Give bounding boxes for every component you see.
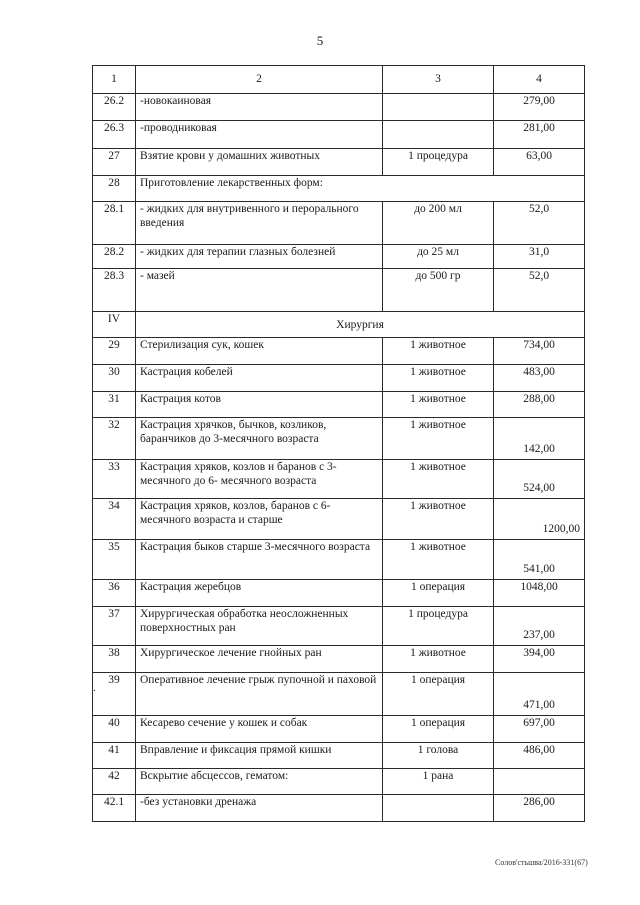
table-row xyxy=(93,94,585,121)
row-description: Хирургическое лечение гнойных ран xyxy=(136,646,383,673)
header-col-2: 2 xyxy=(136,66,383,94)
row-description: Вправление и фиксация прямой кишки xyxy=(136,743,383,769)
row-price: 1200,00 xyxy=(494,499,585,540)
row-number: 42.1 xyxy=(93,795,136,822)
row-price: 1048,00 xyxy=(494,580,585,607)
table-row xyxy=(93,176,585,202)
row-description: -новокаиновая xyxy=(136,94,383,121)
table-header-row xyxy=(93,66,585,94)
row-unit: 1 операция xyxy=(383,716,494,743)
row-description: Кастрация хрячков, бычков, козликов, баранчиков до 3-месячного возраста xyxy=(136,418,383,460)
row-number: 26.3 xyxy=(93,121,136,149)
row-description: Кастрация жеребцов xyxy=(136,580,383,607)
section-number: IV xyxy=(93,312,136,338)
table-row xyxy=(93,673,585,716)
row-unit: 1 операция xyxy=(383,673,494,716)
row-description: -проводниковая xyxy=(136,121,383,149)
table-row xyxy=(93,795,585,822)
table-row xyxy=(93,460,585,499)
row-unit: 1 рана xyxy=(383,769,494,795)
row-price: 471,00 xyxy=(494,673,585,716)
row-price: 288,00 xyxy=(494,392,585,418)
header-col-4: 4 xyxy=(494,66,585,94)
row-number: 30 xyxy=(93,365,136,392)
row-price: 279,00 xyxy=(494,94,585,121)
row-description: Стерилизация сук, кошек xyxy=(136,338,383,365)
row-number: 38 xyxy=(93,646,136,673)
row-description: Кастрация котов xyxy=(136,392,383,418)
table-row xyxy=(93,769,585,795)
row-price: 524,00 xyxy=(494,460,585,499)
row-description: Оперативное лечение грыж пупочной и паховой xyxy=(136,673,383,716)
row-description: Вскрытие абсцессов, гематом: xyxy=(136,769,383,795)
row-number: 31 xyxy=(93,392,136,418)
row-unit xyxy=(383,795,494,822)
row-price: 142,00 xyxy=(494,418,585,460)
row-number: 35 xyxy=(93,540,136,580)
row-unit: 1 операция xyxy=(383,580,494,607)
table-row xyxy=(93,418,585,460)
price-table xyxy=(92,65,585,822)
row-price: 286,00 xyxy=(494,795,585,822)
table-row xyxy=(93,365,585,392)
row-description: Хирургическая обработка неосложненных поверхностных ран xyxy=(136,607,383,646)
row-description: Кастрация быков старше 3-месячного возраста xyxy=(136,540,383,580)
table-row xyxy=(93,646,585,673)
row-price: 483,00 xyxy=(494,365,585,392)
header-col-3: 3 xyxy=(383,66,494,94)
row-unit: 1 процедура xyxy=(383,149,494,176)
row-description: - жидких для внутривенного и перорального введения xyxy=(136,202,383,245)
section-title: Хирургия xyxy=(136,312,585,338)
table-row xyxy=(93,202,585,245)
row-price: 52,0 xyxy=(494,269,585,312)
row-description: Приготовление лекарственных форм: xyxy=(136,176,585,202)
table-row xyxy=(93,540,585,580)
row-unit: 1 животное xyxy=(383,540,494,580)
row-number: 40 xyxy=(93,716,136,743)
row-description: Кастрация хряков, козлов и баранов с 3-месячного до 6- месячного возраста xyxy=(136,460,383,499)
table-row xyxy=(93,121,585,149)
row-unit xyxy=(383,94,494,121)
row-unit: до 200 мл xyxy=(383,202,494,245)
row-unit: 1 животное xyxy=(383,646,494,673)
row-unit: 1 голова xyxy=(383,743,494,769)
row-unit: 1 животное xyxy=(383,499,494,540)
footer-document-code: Солов'стьшва/2016-331(67) xyxy=(495,858,588,867)
row-description: Кесарево сечение у кошек и собак xyxy=(136,716,383,743)
row-unit: до 25 мл xyxy=(383,245,494,269)
row-unit: 1 процедура xyxy=(383,607,494,646)
table-row xyxy=(93,499,585,540)
header-col-1: 1 xyxy=(93,66,136,94)
row-number: 28.3 xyxy=(93,269,136,312)
row-description: -без установки дренажа xyxy=(136,795,383,822)
row-unit: 1 животное xyxy=(383,418,494,460)
row-unit: 1 животное xyxy=(383,338,494,365)
table-row xyxy=(93,245,585,269)
row-price xyxy=(494,769,585,795)
row-price: 394,00 xyxy=(494,646,585,673)
row-description: Взятие крови у домашних животных xyxy=(136,149,383,176)
row-number: 28.2 xyxy=(93,245,136,269)
row-description: - жидких для терапии глазных болезней xyxy=(136,245,383,269)
row-price: 52,0 xyxy=(494,202,585,245)
table-row xyxy=(93,269,585,312)
row-unit: до 500 гр xyxy=(383,269,494,312)
row-number: 34 xyxy=(93,499,136,540)
row-description: - мазей xyxy=(136,269,383,312)
row-price: 734,00 xyxy=(494,338,585,365)
row-number: 29 xyxy=(93,338,136,365)
row-description: Кастрация кобелей xyxy=(136,365,383,392)
table-row xyxy=(93,743,585,769)
row-number: 39 xyxy=(93,673,136,716)
row-price: 237,00 xyxy=(494,607,585,646)
row-number: 26.2 xyxy=(93,94,136,121)
row-unit: 1 животное xyxy=(383,460,494,499)
row-number: 37 xyxy=(93,607,136,646)
row-unit: 1 животное xyxy=(383,365,494,392)
row-number: 42 xyxy=(93,769,136,795)
row-unit xyxy=(383,121,494,149)
row-price: 486,00 xyxy=(494,743,585,769)
row-number: 32 xyxy=(93,418,136,460)
table-row xyxy=(93,392,585,418)
page-number: 5 xyxy=(316,33,324,48)
row-description: Кастрация хряков, козлов, баранов с 6-месячного возраста и старше xyxy=(136,499,383,540)
row-price: 31,0 xyxy=(494,245,585,269)
table-row xyxy=(93,580,585,607)
row-price: 541,00 xyxy=(494,540,585,580)
row-price: 281,00 xyxy=(494,121,585,149)
row-number: 28.1 xyxy=(93,202,136,245)
section-row-surgery xyxy=(93,312,585,338)
row-price: 63,00 xyxy=(494,149,585,176)
row-number: 41 xyxy=(93,743,136,769)
row-number: 36 xyxy=(93,580,136,607)
row-number: 28 xyxy=(93,176,136,202)
row-price: 697,00 xyxy=(494,716,585,743)
table-row xyxy=(93,716,585,743)
row-number: 33 xyxy=(93,460,136,499)
row-number: 27 xyxy=(93,149,136,176)
table-row xyxy=(93,607,585,646)
table-row xyxy=(93,149,585,176)
row-unit: 1 животное xyxy=(383,392,494,418)
stray-mark: . xyxy=(93,682,96,694)
table-row xyxy=(93,338,585,365)
